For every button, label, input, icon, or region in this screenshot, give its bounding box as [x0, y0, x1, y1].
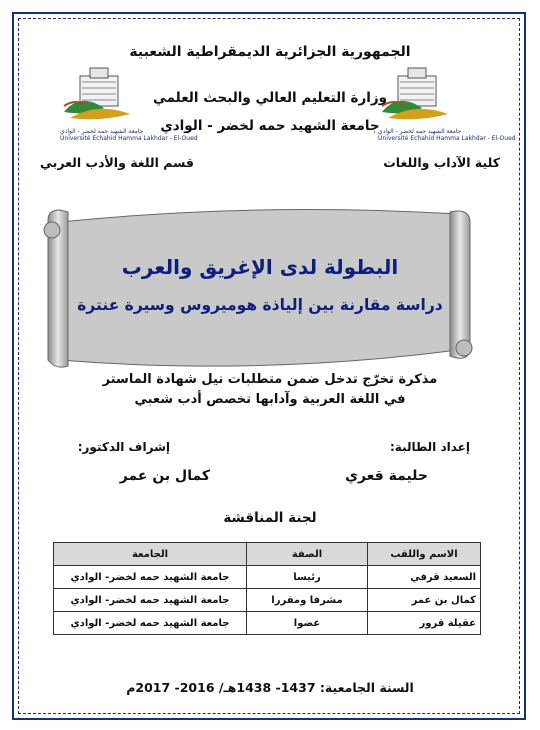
memo-line-1: مذكرة تخرّج تدخل ضمن متطلبات نيل شهادة الماستر	[102, 372, 438, 387]
student-label: إعداد الطالبة:	[390, 440, 470, 454]
university-logo-right	[378, 62, 456, 128]
student-name: حليمة قعري	[345, 468, 428, 484]
member-name: عقيلة قرور	[368, 612, 481, 635]
table-row	[54, 566, 481, 589]
committee-header-row	[54, 543, 481, 566]
logo-right-latin: Université Echahid Hamma Lakhdar - El-Oued	[378, 135, 516, 142]
university-line: جامعة الشهيد حمه لخضر - الوادي	[160, 118, 380, 134]
table-row	[54, 589, 481, 612]
member-university: جامعة الشهيد حمه لخضر- الوادي	[54, 566, 247, 589]
col-university-header: الجامعة	[54, 543, 247, 566]
committee-title: لجنة المناقشة	[223, 510, 317, 526]
thesis-title: البطولة لدى الإغريق والعرب	[121, 255, 399, 279]
supervisor-name: كمال بن عمر	[119, 468, 210, 484]
member-role: مشرفا ومقررا	[247, 589, 368, 612]
republic-line: الجمهورية الجزائرية الديمقراطية الشعبية	[129, 44, 411, 60]
faculty-label: كلية الآداب واللغات	[383, 155, 500, 170]
logo-right-arabic: جامعة الشهيد حمه لخضر - الوادي	[378, 128, 462, 135]
member-university: جامعة الشهيد حمه لخضر- الوادي	[54, 589, 247, 612]
col-role-header: الصفة	[247, 543, 368, 566]
member-role: رئيسا	[247, 566, 368, 589]
department-label: قسم اللغة والأدب العربي	[40, 155, 194, 170]
logo-left-arabic: جامعة الشهيد حمه لخضر - الوادي	[60, 128, 144, 135]
ministry-line: وزارة التعليم العالي والبحث العلمي	[152, 90, 388, 106]
university-logo-left	[60, 62, 138, 128]
thesis-subtitle: دراسة مقارنة بين إلياذة هوميروس وسيرة عنترة	[77, 296, 443, 314]
col-name-header: الاسم واللقب	[368, 543, 481, 566]
table-row	[54, 612, 481, 635]
member-name: السعيد قرفي	[368, 566, 481, 589]
supervisor-label: إشراف الدكتور:	[77, 440, 170, 454]
member-role: عضوا	[247, 612, 368, 635]
committee-table	[53, 542, 481, 635]
title-scroll-banner	[38, 200, 478, 380]
member-university: جامعة الشهيد حمه لخضر- الوادي	[54, 612, 247, 635]
member-name: كمال بن عمر	[368, 589, 481, 612]
academic-year: السنة الجامعية: 1437- 1438هـ/ 2016- 2017م	[126, 680, 414, 695]
logo-left-latin: Université Echahid Hamma Lakhdar - El-Oued	[60, 135, 198, 142]
memo-line-2: في اللغة العربية وآدابها تخصص أدب شعبي	[134, 392, 406, 407]
